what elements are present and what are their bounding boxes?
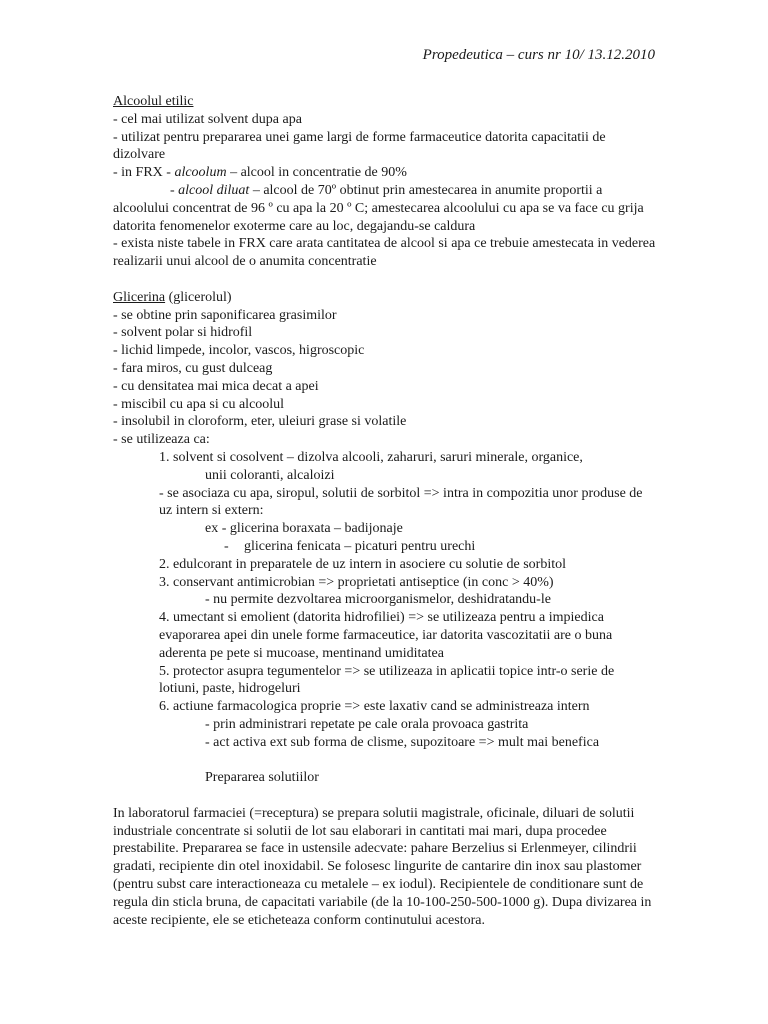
use-1-example-1: ex - glicerina boraxata – badijonaje [205,521,403,537]
glicerina-item: - miscibil cu apa si cu alcoolul [113,396,285,412]
spacer [113,751,656,769]
use-1-cont: unii coloranti, alcaloizi [205,467,335,483]
alcool-line-3 [113,164,656,182]
use-1: 1. solvent si cosolvent – dizolva alcooli, zaharuri, saruri minerale, organice, [159,449,583,465]
use-3: 3. conservant antimicrobian => proprietati antiseptice (in conc > 40%) [159,574,554,590]
spacer [113,787,656,805]
alcool-line-1: - cel mai utilizat solvent dupa apa [113,111,302,127]
alcool-line-4-text: – alcool de 70º obtinut prin amestecarea in anumite proportii a alcoolului concentrat de 96 º cu apa la 20 º C; amestecarea alcoolului cu apa se va face cu grija datorita fenomenelor exoterme care au loc, degajandu-se caldura [113,182,644,234]
page-header: Propedeutica – curs nr 10/ 13.12.2010 [422,47,655,63]
use-1-assoc: - se asociaza cu apa, siropul, solutii de sorbitol => intra in compozitia unor produse de uz intern si extern: [159,485,643,519]
use-3-detail: - nu permite dezvoltarea microorganismelor, deshidratandu-le [205,592,551,608]
use-1-example-2-text: glicerina fenicata – picaturi pentru urechi [244,538,476,554]
glicerina-item: - lichid limpede, incolor, vascos, higroscopic [113,343,365,359]
glicerina-item: - insolubil in cloroform, eter, uleiuri grase si volatile [113,414,407,430]
section-heading-alcool: Alcoolul etilic [113,94,194,109]
use-2: 2. edulcorant in preparatele de uz intern in asociere cu solutie de sorbitol [159,556,567,572]
glicerina-item: - solvent polar si hidrofil [113,325,253,341]
example-dash: - [224,538,229,554]
glicerina-item: - se utilizeaza ca: [113,432,210,448]
use-6: 6. actiune farmacologica proprie => este laxativ cand se administreaza intern [159,699,590,715]
document-body [113,93,656,929]
use-1-example-2 [113,538,656,556]
alcool-line-4 [113,182,656,235]
glicerina-item: - se obtine prin saponificarea grasimilor [113,307,337,323]
preparare-paragraph: In laboratorul farmaciei (=receptura) se prepara solutii magistrale, oficinale, diluari de solutii industriale concentrate si solutii de lot sau elaborari in cantitati mai mari, dupa procedee prestabilite. Prepararea se face in ustensile adecvate: pahare Berzelius si Erlenmeyer, cilindrii gradati, recipiente din otel inoxidabil. Se folosesc lingurite de cantarire din inox sau plastomer (pentru subst care interactioneaza cu metalele – ex iodul). Recipientele de conditionare sunt de regula din sticla bruna, de capacitati variabile (de la 10-100-250-500-1000 g). Dupa divizarea in aceste recipiente, ele se eticheteaza conform continutului acestora. [113,805,652,928]
alcool-diluat-term: - alcool diluat [170,182,250,198]
glicerina-item: - cu densitatea mai mica decat a apei [113,378,319,394]
glicerina-heading-suffix: (glicerolul) [165,289,232,305]
use-6-detail-1: - prin administrari repetate pe cale orala provoaca gastrita [205,716,529,732]
alcoolum-term: alcoolum [174,165,227,181]
use-4: 4. umectant si emolient (datorita hidrofiliei) => se utilizeaza pentru a impiedica evaporarea apei din unele forme farmaceutice, iar datorita vascozitatii are o buna aderenta pe pete si mucoase, mentinand umiditatea [159,610,613,661]
use-5: 5. protector asupra tegumentelor => se utilizeaza in aplicatii topice intr-o serie de lotiuni, paste, hidrogeluri [159,663,615,697]
glicerina-heading: Glicerina [113,289,166,305]
spacer [113,271,656,289]
section-heading-preparare: Prepararea solutiilor [205,770,319,786]
glicerina-item: - fara miros, cu gust dulceag [113,360,273,376]
alcool-line-5: - exista niste tabele in FRX care arata cantitatea de alcool si apa ce trebuie amestecata in vederea realizarii unui alcool de o anumita concentratie [113,236,656,270]
alcool-line-2: - utilizat pentru prepararea unei game largi de forme farmaceutice datorita capacitatii de dizolvare [113,129,606,163]
use-6-detail-2: - act activa ext sub forma de clisme, supozitoare => mult mai benefica [205,734,600,750]
alcool-line-3-prefix: - in FRX - [113,165,175,181]
section-heading-glicerina [113,289,656,307]
alcool-line-3-suffix: – alcool in concentratie de 90% [226,165,407,181]
